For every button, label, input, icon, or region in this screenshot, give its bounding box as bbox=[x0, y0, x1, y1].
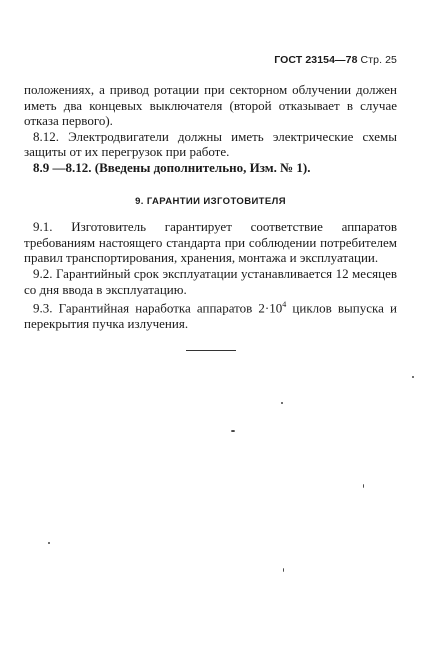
scan-speck bbox=[412, 376, 414, 378]
page-header bbox=[274, 54, 397, 66]
paragraph-9-2: 9.2. Гарантийный срок эксплуатации устанавливается 12 месяцев со дня ввода в эксплуатацию. bbox=[24, 265, 397, 297]
scan-speck bbox=[281, 402, 283, 404]
amendment-note bbox=[24, 160, 397, 176]
scan-speck bbox=[283, 568, 284, 572]
paragraph-9-3 bbox=[24, 297, 397, 332]
paragraph-9-1: 9.1. Изготовитель гарантирует соответствие аппаратов требованиям настоящего стандарта при соблюдении потребителем правил транспортирования, хранения, монтажа и эксплуатации. bbox=[24, 219, 397, 266]
end-divider bbox=[186, 350, 236, 351]
scan-speck bbox=[48, 542, 50, 544]
standard-number: ГОСТ 23154—78 bbox=[274, 54, 358, 66]
paragraph-continuation: положениях, а привод ротации при секторном облучении должен иметь два концевых выключателя (второй отказывает в случае отказа первого). bbox=[24, 82, 397, 129]
scan-speck bbox=[363, 484, 364, 488]
page-number: Стр. 25 bbox=[360, 54, 397, 66]
scan-speck bbox=[231, 430, 235, 432]
amendment-text: (Введены дополнительно, Изм. № 1). bbox=[94, 159, 311, 175]
paragraph-9-3-exponent: 4 bbox=[282, 300, 287, 310]
document-body bbox=[24, 82, 397, 351]
paragraph-9-3-end: циклов выпуска и перекрытия пучка излучения. bbox=[24, 300, 397, 332]
paragraph-8-12: 8.12. Электродвигатели должны иметь электрические схемы защиты от их перегрузок при работе. bbox=[24, 128, 397, 160]
section-title: 9. ГАРАНТИИ ИЗГОТОВИТЕЛЯ bbox=[135, 195, 286, 207]
paragraph-9-3-start: 9.3. Гарантийная наработка аппаратов 2·10 bbox=[33, 300, 283, 316]
amendment-clause-range: 8.9 —8.12. bbox=[33, 159, 92, 175]
